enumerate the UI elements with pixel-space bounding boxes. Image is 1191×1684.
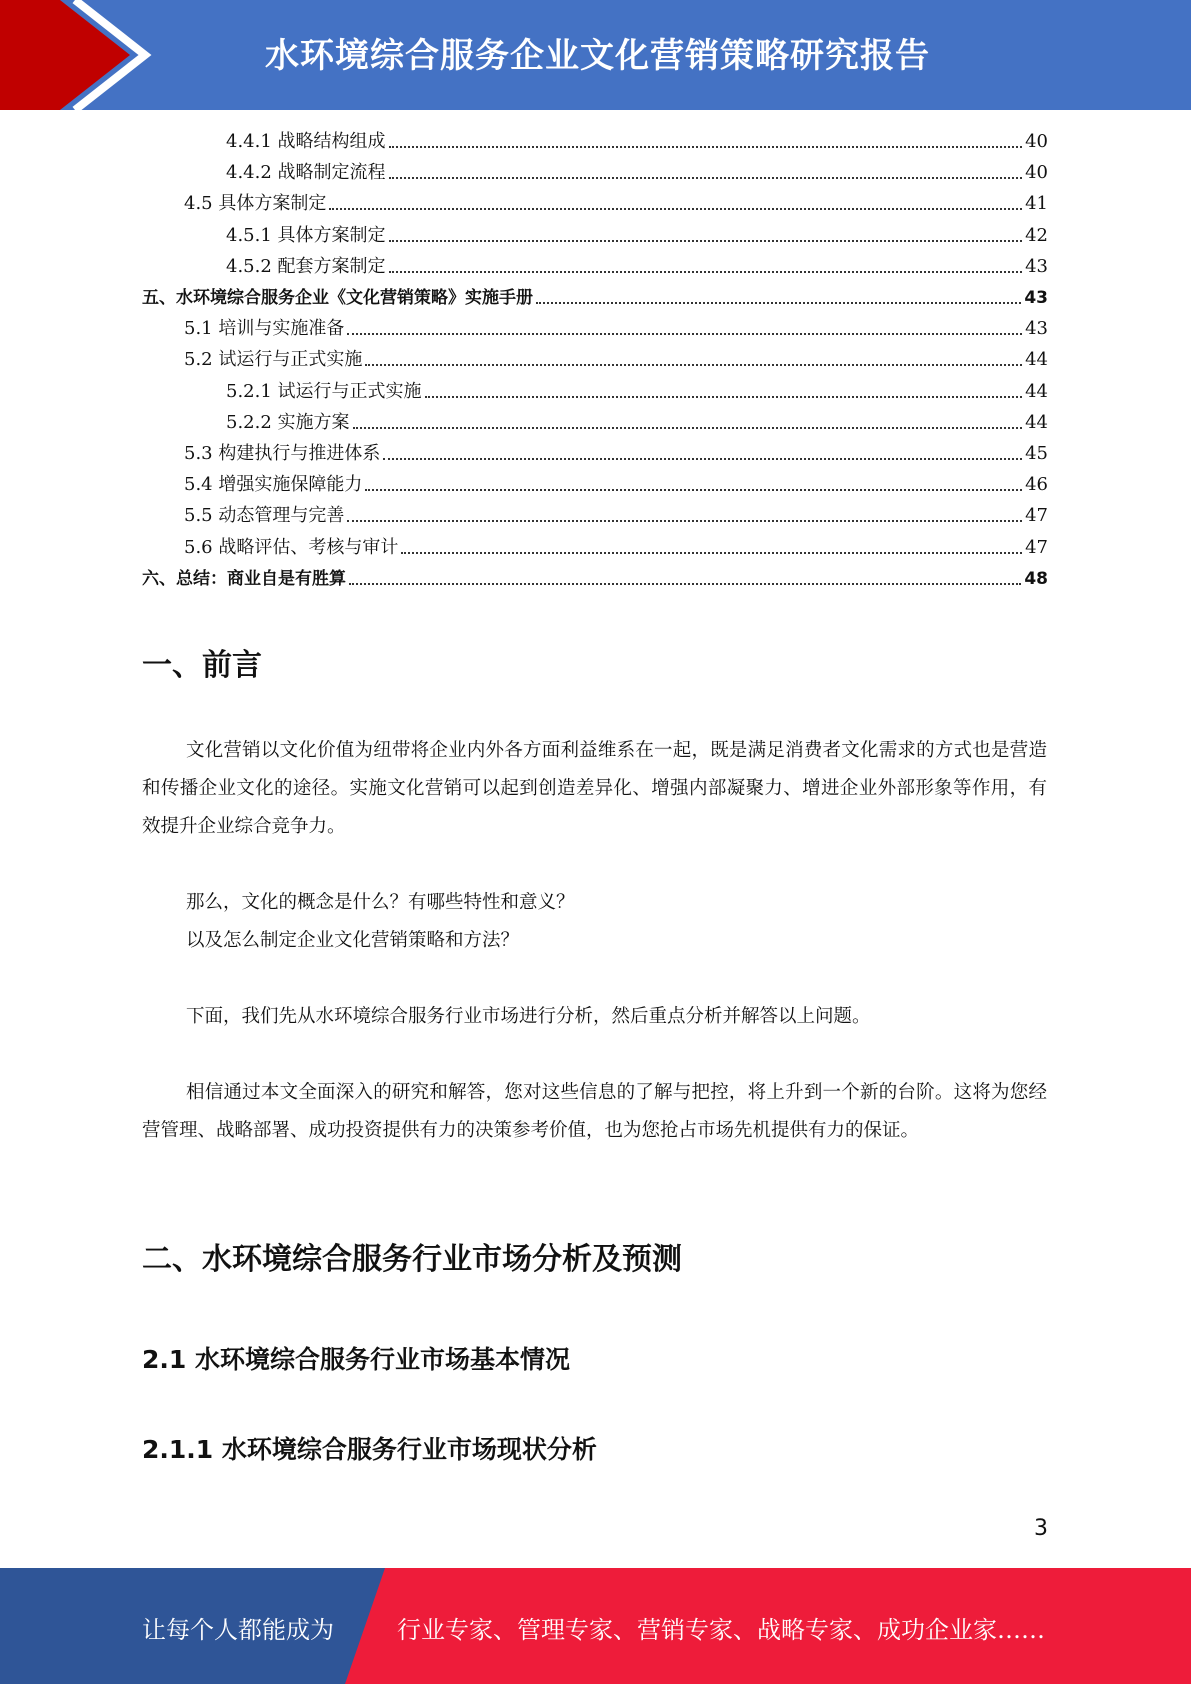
toc-entry-page: 48 (1024, 568, 1048, 589)
toc-entry[interactable] (226, 126, 1048, 154)
toc-entry-label: 5.4 增强实施保障能力 (184, 474, 363, 496)
toc-entry-page: 40 (1025, 131, 1048, 152)
subsection-heading-2-1-1: 2.1.1 水环境综合服务行业市场现状分析 (142, 1435, 597, 1464)
toc-entry-label: 5.6 战略评估、考核与审计 (184, 536, 399, 558)
toc-leader-dots (383, 458, 1022, 460)
toc-entry-label: 五、水环境综合服务企业《文化营销策略》实施手册 (142, 288, 533, 308)
toc-leader-dots (536, 302, 1021, 304)
page-number: 3 (1034, 1516, 1048, 1541)
toc-leader-dots (365, 489, 1022, 491)
toc-entry-page: 43 (1025, 318, 1048, 340)
toc-entry[interactable] (142, 563, 1048, 591)
toc-leader-dots (389, 240, 1023, 242)
toc-entry[interactable] (226, 157, 1048, 185)
toc-entry-page: 47 (1025, 505, 1048, 527)
toc-entry[interactable] (184, 188, 1048, 216)
toc-entry-label: 5.1 培训与实施准备 (184, 318, 345, 340)
toc-leader-dots (365, 364, 1022, 366)
toc-leader-dots (425, 396, 1023, 398)
toc-entry[interactable] (184, 532, 1048, 560)
toc-entry[interactable] (184, 469, 1048, 497)
toc-entry-page: 43 (1024, 288, 1048, 308)
toc-entry[interactable] (184, 438, 1048, 466)
section-heading-preface: 一、前言 (142, 648, 262, 683)
preface-paragraph-2: 相信通过本文全面深入的研究和解答，您对这些信息的了解与把控，将上升到一个新的台阶。这将为您经营管理、战略部署、成功投资提供有力的决策参考价值，也为您抢占市场先机提供有力的保证。 (142, 1082, 1047, 1141)
toc-entry[interactable] (226, 407, 1048, 435)
toc-leader-dots (329, 208, 1022, 210)
toc-entry-page: 46 (1025, 474, 1048, 496)
toc-entry-page: 41 (1025, 193, 1048, 215)
toc-entry-page: 43 (1025, 255, 1048, 277)
preface-question-1: 那么，文化的概念是什么？有哪些特性和意义？ (186, 892, 575, 913)
toc-entry[interactable] (226, 251, 1048, 279)
toc-entry-page: 47 (1025, 536, 1048, 558)
toc-leader-dots (347, 520, 1022, 522)
footer-slogan-right: 行业专家、管理专家、营销专家、战略专家、成功企业家…… (397, 1616, 1045, 1644)
toc-entry-label: 5.2.2 实施方案 (226, 411, 350, 433)
section-heading-market: 二、水环境综合服务行业市场分析及预测 (142, 1242, 682, 1277)
toc-entry-page: 45 (1025, 443, 1048, 464)
toc-leader-dots (347, 333, 1022, 335)
preface-question-2: 以及怎么制定企业文化营销策略和方法？ (186, 930, 520, 951)
subsection-heading-2-1: 2.1 水环境综合服务行业市场基本情况 (142, 1345, 570, 1374)
toc-entry-label: 六、总结：商业自是有胜算 (142, 568, 346, 589)
toc-leader-dots (353, 427, 1023, 429)
toc-entry[interactable] (142, 282, 1048, 310)
toc-entry[interactable] (184, 344, 1048, 372)
toc-entry[interactable] (184, 313, 1048, 341)
toc-entry-label: 5.2 试运行与正式实施 (184, 349, 363, 371)
preface-paragraph-1: 文化营销以文化价值为纽带将企业内外各方面利益维系在一起，既是满足消费者文化需求的方式也是营造和传播企业文化的途径。实施文化营销可以起到创造差异化、增强内部凝聚力、增进企业外部形象等作用，有效提升企业综合竞争力。 (142, 740, 1047, 837)
toc-entry[interactable] (184, 500, 1048, 528)
toc-leader-dots (389, 271, 1023, 273)
preface-line-3: 下面，我们先从水环境综合服务行业市场进行分析，然后重点分析并解答以上问题。 (186, 1006, 871, 1027)
footer-slogan-left: 让每个人都能成为 (142, 1616, 334, 1644)
toc-entry-label: 4.5.1 具体方案制定 (226, 224, 386, 246)
toc-entry-label: 4.4.2 战略制定流程 (226, 162, 386, 184)
toc-entry[interactable] (226, 220, 1048, 248)
toc-leader-dots (389, 177, 1023, 179)
header-arrow-icon (0, 0, 160, 110)
toc-leader-dots (389, 146, 1023, 148)
toc-entry-label: 5.5 动态管理与完善 (184, 505, 345, 527)
toc-entry-label: 4.5.2 配套方案制定 (226, 255, 386, 277)
page-footer (0, 1568, 1191, 1684)
toc-entry-page: 40 (1025, 162, 1048, 184)
header-title: 水环境综合服务企业文化营销策略研究报告 (265, 36, 930, 76)
toc-entry-label: 5.3 构建执行与推进体系 (184, 443, 381, 464)
toc-entry-label: 4.4.1 战略结构组成 (226, 131, 386, 152)
toc-leader-dots (401, 552, 1022, 554)
toc-leader-dots (349, 583, 1021, 585)
toc-entry-page: 42 (1025, 224, 1048, 246)
page-header (0, 0, 1191, 110)
toc-entry-page: 44 (1025, 349, 1048, 371)
toc-entry[interactable] (226, 376, 1048, 404)
toc-entry-page: 44 (1025, 380, 1048, 402)
toc-entry-label: 5.2.1 试运行与正式实施 (226, 380, 422, 402)
toc-entry-label: 4.5 具体方案制定 (184, 193, 327, 215)
toc-entry-page: 44 (1025, 411, 1048, 433)
